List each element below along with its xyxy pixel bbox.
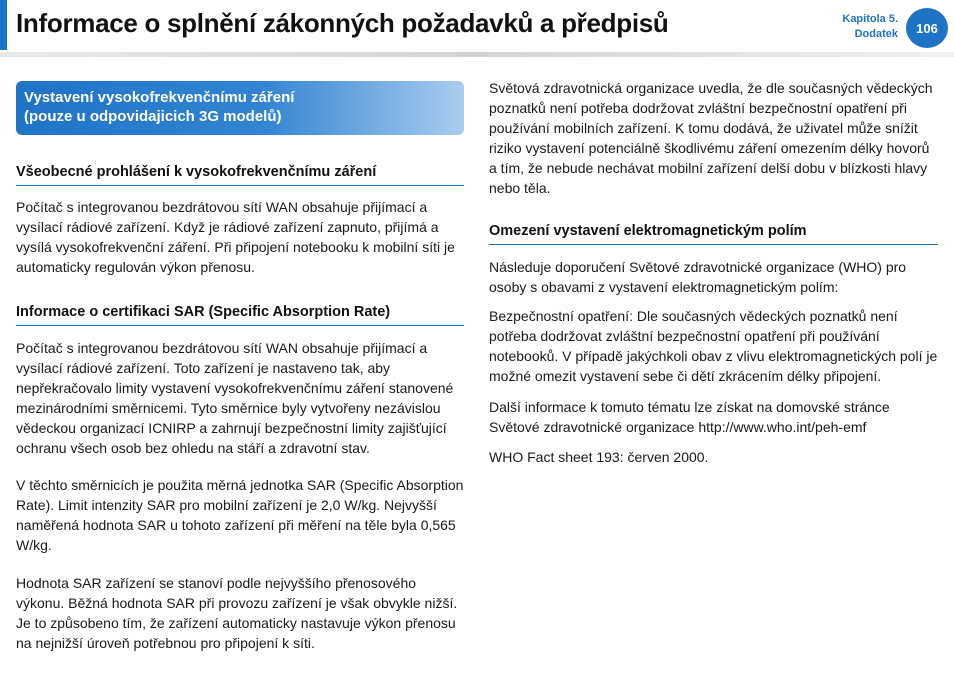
- title-accent-bar: [0, 0, 7, 50]
- chapter-number: Kapitola 5.: [842, 13, 898, 25]
- page-number-badge: 106: [906, 8, 948, 48]
- paragraph-sar-limit: V těchto směrnicích je použita měrná jednotka SAR (Specific Absorption Rate). Limit intenzity SAR pro mobilní zařízení je 2,0 W/kg. Nejvyšší naměřená hodnota SAR u tohoto zařízení při měření na těle byla 0,565 W/kg.: [16, 477, 464, 553]
- section-title-line2: (pouze u odpovidajicich 3G modelů): [24, 108, 282, 125]
- paragraph-sar-value: Hodnota SAR zařízení se stanoví podle nejvyššího přenosového výkonu. Běžná hodnota SAR při provozu zařízení je však obvykle nižší. Je to způsobeno tím, že zařízení automaticky nastavuje výkon přenosu na nejnižší úroveň potřebnou pro připojení k síti.: [16, 575, 458, 651]
- heading-rf-declaration: Všeobecné prohlášení k vysokofrekvenčnímu záření: [16, 163, 464, 186]
- page-title: Informace o splnění zákonných požadavků a předpisů: [16, 8, 669, 38]
- paragraph-who-recommendation: Následuje doporučení Světové zdravotnické organizace (WHO) pro osoby s obavami z vystavení elektromagnetickým polím:: [489, 259, 907, 295]
- heading-sar-certification: Informace o certifikaci SAR (Specific Absorption Rate): [16, 303, 464, 326]
- chapter-label: [842, 12, 898, 42]
- paragraph-who-statement: Světová zdravotnická organizace uvedla, že dle současných vědeckých poznatků není potřeba dodržovat zvláštní bezpečnostní opatření při používání mobilních zařízení. K tomu dodává, že uživatel může snížit riziko vystavení potenciálně škodlivému záření omezením délky hovorů a tím, že nebude nechávat mobilní zařízení delší dobu v blízkosti hlavy nebo těla.: [489, 80, 933, 196]
- heading-emf-limitation: Omezení vystavení elektromagnetickým polím: [489, 222, 938, 245]
- paragraph-sar-guidelines: Počítač s integrovanou bezdrátovou sítí WAN obsahuje přijímací a vysílací rádiové zařízení. Toto zařízení je nastaveno tak, aby nepřekračovalo limity vystavení vysokofrekvenčnímu záření stanovené mezinárodními směrnicemi. Tyto směrnice byly vytvořeny nezávislou vědeckou organizací ICNIRP a zahrnují bezpečnostní limity zajišťující ochranu všech osob bez ohledu na stáří a zdravotní stav.: [16, 340, 454, 456]
- section-title-box: [16, 81, 464, 135]
- paragraph-safety-measures: Bezpečnostní opatření: Dle současných vědeckých poznatků není potřeba dodržovat zvláštní bezpečnostní opatření při používání notebooků. V případě jakýchkoli obav z vlivu elektromagnetických polí je možné omezit vystavení sebe či dětí zkrácením délky připojení.: [489, 308, 938, 384]
- right-column: [489, 78, 938, 467]
- left-column: [16, 81, 464, 653]
- chapter-name: Dodatek: [854, 28, 898, 40]
- paragraph-fact-sheet: WHO Fact sheet 193: červen 2000.: [489, 449, 709, 465]
- section-title-line1: Vystavení vysokofrekvenčnímu záření: [24, 89, 295, 106]
- header-divider: [0, 52, 954, 57]
- paragraph-more-info: Další informace k tomuto tématu lze získat na domovské stránce Světové zdravotnické organizace http://www.who.int/peh-emf: [489, 399, 890, 435]
- paragraph-rf-declaration: Počítač s integrovanou bezdrátovou sítí WAN obsahuje přijímací a vysílací rádiové zařízení. Když je rádiové zařízení zapnuto, přijímá a vysílá vysokofrekvenční záření. Při připojení notebooku k mobilní síti je automaticky regulován výkon přenosu.: [16, 199, 455, 275]
